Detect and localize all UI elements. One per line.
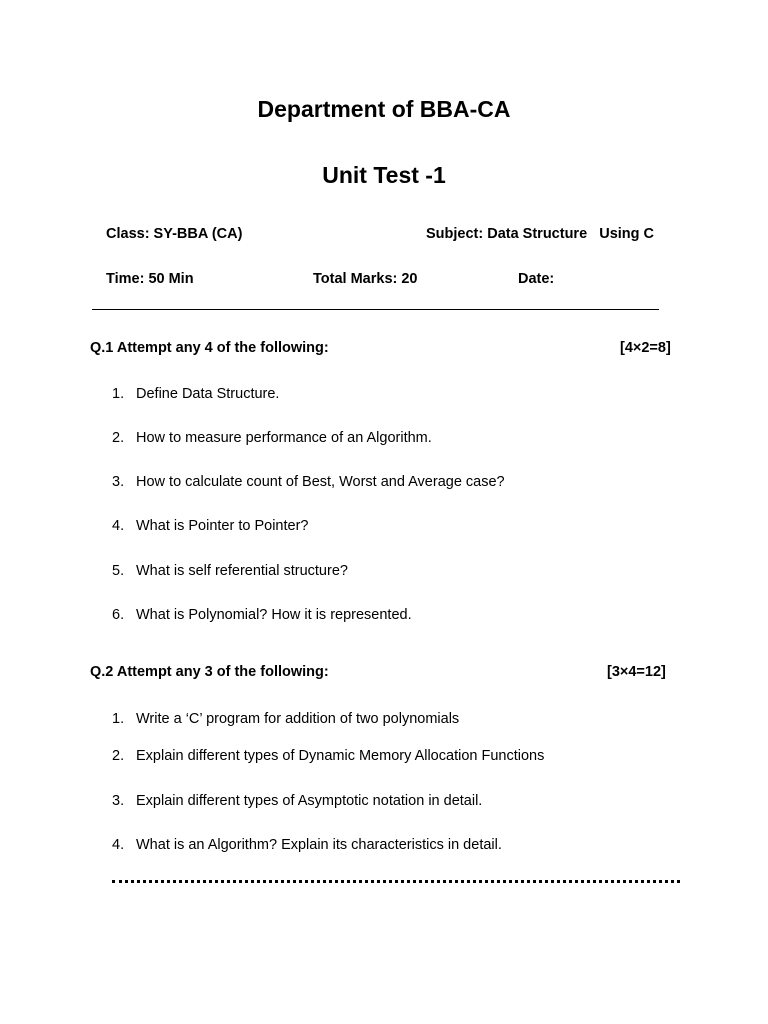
q1-item bbox=[112, 430, 432, 446]
test-title: Unit Test -1 bbox=[322, 162, 446, 188]
q2-item bbox=[112, 793, 482, 809]
q1-item-text: What is self referential structure? bbox=[136, 563, 348, 579]
q2-item bbox=[112, 711, 459, 727]
q2-item bbox=[112, 748, 544, 764]
q1-item-text: What is Pointer to Pointer? bbox=[136, 518, 309, 534]
total-marks-info: Total Marks: 20 bbox=[313, 271, 418, 287]
q1-item-number: 2. bbox=[112, 430, 125, 446]
q2-item-number: 4. bbox=[112, 837, 125, 853]
q1-item-text: What is Polynomial? How it is represented. bbox=[136, 607, 412, 623]
q1-item-text: How to measure performance of an Algorithm. bbox=[136, 430, 432, 446]
q1-item bbox=[112, 607, 412, 623]
q1-item-text: How to calculate count of Best, Worst and Average case? bbox=[136, 474, 505, 490]
class-info: Class: SY-BBA (CA) bbox=[106, 226, 243, 242]
q2-item-number: 3. bbox=[112, 793, 125, 809]
q2-item-text: Write a ‘C’ program for addition of two polynomials bbox=[136, 711, 460, 727]
q1-item-number: 1. bbox=[112, 386, 125, 402]
q1-item bbox=[112, 386, 279, 402]
q1-marks: [4×2=8] bbox=[620, 340, 671, 356]
q2-item-text: Explain different types of Dynamic Memory Allocation Functions bbox=[136, 748, 545, 764]
end-dotted-divider bbox=[112, 880, 680, 883]
q2-heading: Q.2 Attempt any 3 of the following: bbox=[90, 664, 329, 680]
q1-item-number: 5. bbox=[112, 563, 125, 579]
q1-item-number: 4. bbox=[112, 518, 125, 534]
subject-info: Subject: Data Structure Using C bbox=[426, 226, 655, 242]
q2-item-text: Explain different types of Asymptotic notation in detail. bbox=[136, 793, 483, 809]
q1-item-text: Define Data Structure. bbox=[136, 386, 280, 402]
q2-item-number: 1. bbox=[112, 711, 125, 727]
q1-item bbox=[112, 474, 505, 490]
q1-item-number: 6. bbox=[112, 607, 125, 623]
q2-item-text: What is an Algorithm? Explain its characteristics in detail. bbox=[136, 837, 502, 853]
q1-item bbox=[112, 518, 308, 534]
q2-item bbox=[112, 837, 502, 853]
q2-item-number: 2. bbox=[112, 748, 125, 764]
time-info: Time: 50 Min bbox=[106, 271, 194, 287]
q1-item bbox=[112, 563, 348, 579]
q2-marks: [3×4=12] bbox=[607, 664, 666, 680]
department-title: Department of BBA-CA bbox=[257, 96, 511, 122]
date-info: Date: bbox=[518, 271, 555, 287]
header-divider bbox=[92, 309, 659, 310]
q1-item-number: 3. bbox=[112, 474, 125, 490]
q1-heading: Q.1 Attempt any 4 of the following: bbox=[90, 340, 329, 356]
